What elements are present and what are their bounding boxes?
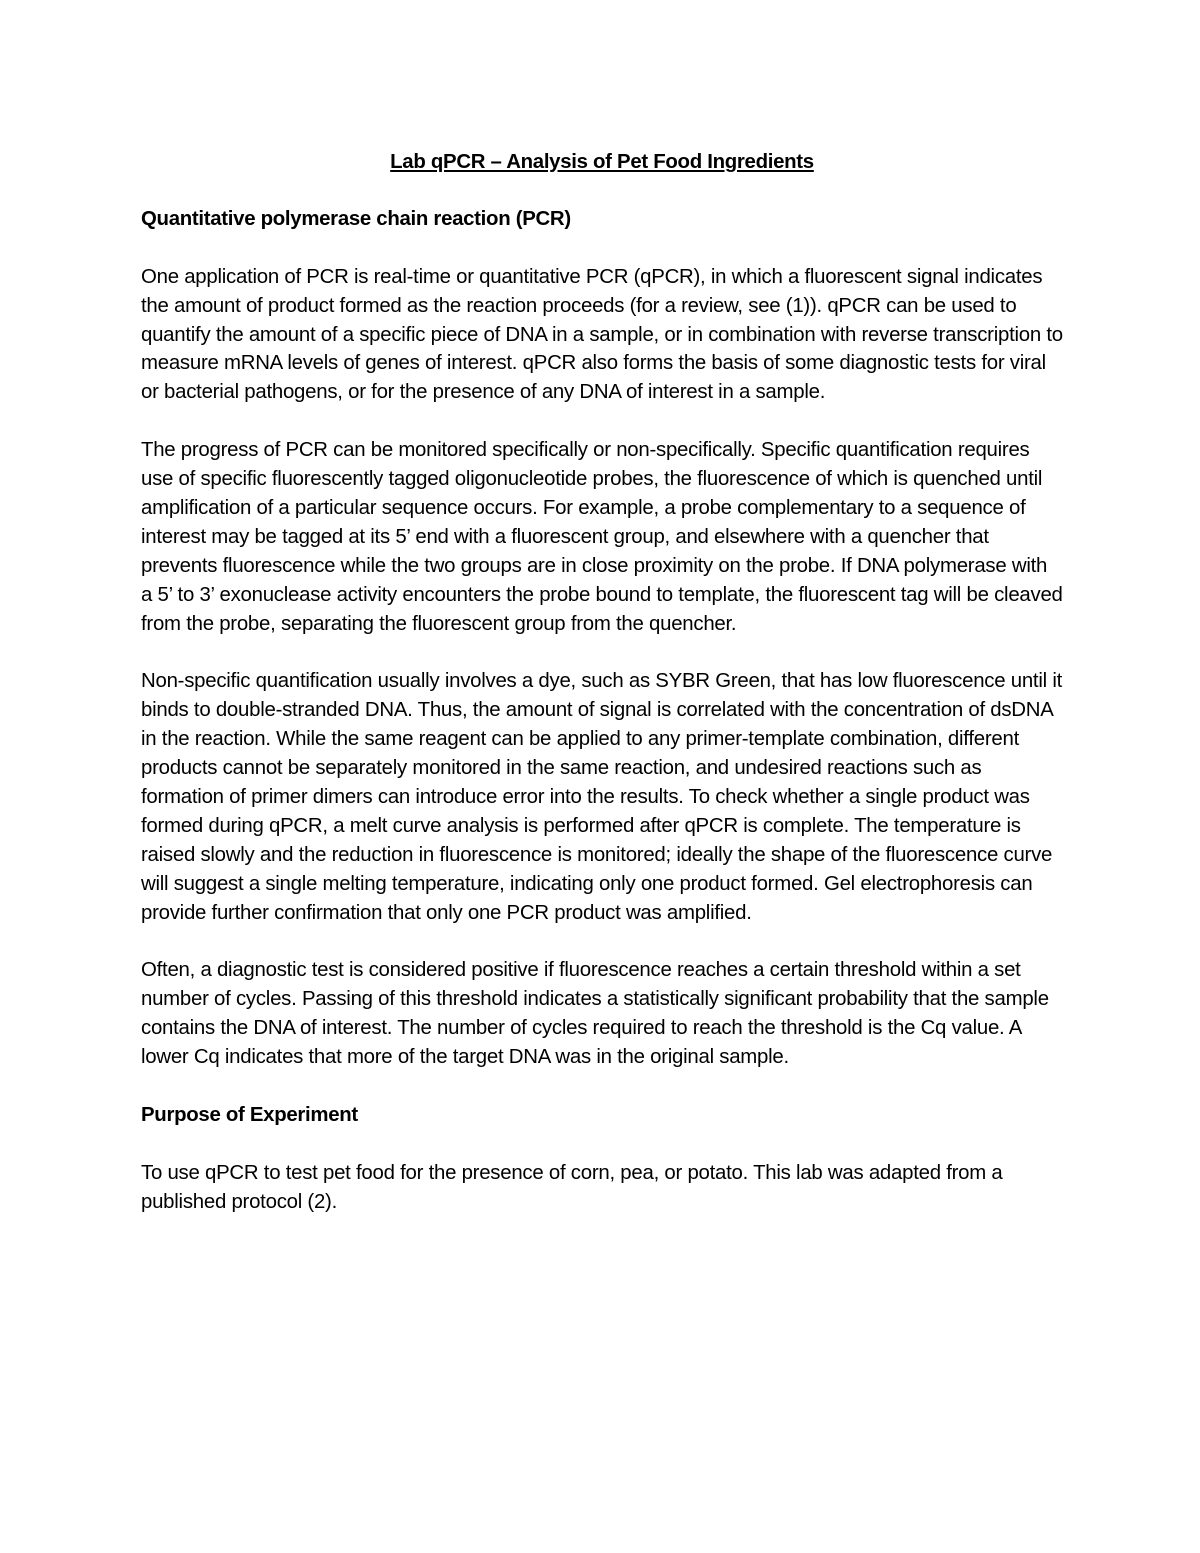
paragraph-purpose: To use qPCR to test pet food for the presence of corn, pea, or potato. This lab was adapted from a published protocol (2). bbox=[141, 1161, 1003, 1213]
document-title: Lab qPCR – Analysis of Pet Food Ingredients bbox=[390, 151, 814, 173]
document-body bbox=[141, 148, 1063, 1217]
paragraph-nonspecific-quantification: Non-specific quantification usually involves a dye, such as SYBR Green, that has low fluorescence until it binds to double-stranded DNA. Thus, the amount of signal is correlated with the concentration of dsDNA in the reaction. While the same reagent can be applied to any primer-template combination, different products cannot be separately monitored in the same reaction, and undesired reactions such as formation of primer dimers can introduce error into the results. To check whether a single product was formed during qPCR, a melt curve analysis is performed after qPCR is complete. The temperature is raised slowly and the reduction in fluorescence is monitored; ideally the shape of the fluorescence curve will suggest a single melting temperature, indicating only one product formed. Gel electrophoresis can provide further confirmation that only one PCR product was amplified. bbox=[141, 670, 1063, 924]
section-heading-qpcr: Quantitative polymerase chain reaction (PCR) bbox=[141, 207, 571, 230]
paragraph-diagnostic-threshold: Often, a diagnostic test is considered positive if fluorescence reaches a certain threshold within a set number of cycles. Passing of this threshold indicates a statistically significant probability that the sample contains the DNA of interest. The number of cycles required to reach the threshold is the Cq value. A lower Cq indicates that more of the target DNA was in the original sample. bbox=[141, 959, 1049, 1069]
paragraph-specific-monitoring: The progress of PCR can be monitored specifically or non-specifically. Specific quantification requires use of specific fluorescently tagged oligonucleotide probes, the fluorescence of which is quenched until amplification of a particular sequence occurs. For example, a probe complementary to a sequence of interest may be tagged at its 5’ end with a fluorescent group, and elsewhere with a quencher that prevents fluorescence while the two groups are in close proximity on the probe. If DNA polymerase with a 5’ to 3’ exonuclease activity encounters the probe bound to template, the fluorescent tag will be cleaved from the probe, separating the fluorescent group from the quencher. bbox=[141, 439, 1063, 635]
paragraph-qpcr-intro: One application of PCR is real-time or quantitative PCR (qPCR), in which a fluorescent signal indicates the amount of product formed as the reaction proceeds (for a review, see (1)). qPCR can be used to quantify the amount of a specific piece of DNA in a sample, or in combination with reverse transcription to measure mRNA levels of genes of interest. qPCR also forms the basis of some diagnostic tests for viral or bacterial pathogens, or for the presence of any DNA of interest in a sample. bbox=[141, 265, 1063, 404]
section-heading-purpose: Purpose of Experiment bbox=[141, 1103, 358, 1126]
